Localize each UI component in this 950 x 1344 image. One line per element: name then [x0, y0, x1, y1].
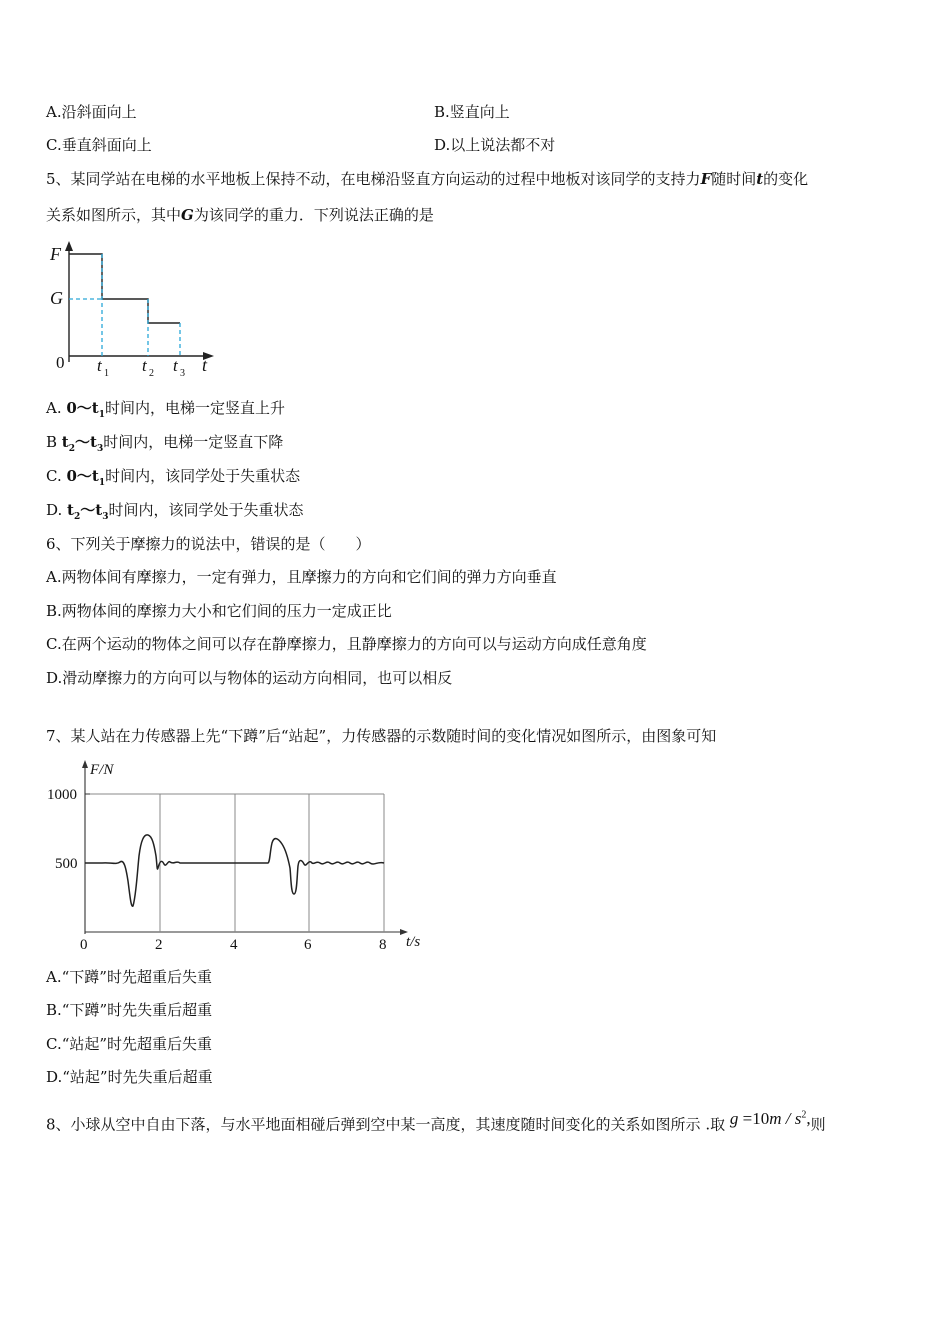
q5-option-b-sub: 2 [68, 444, 75, 454]
q8-formula-sup: 2 [801, 1109, 807, 1120]
q5-option-b-text: 时间内，电梯一定竖直下降 [103, 433, 284, 451]
q8-formula-g: g [729, 1108, 739, 1128]
q5-option-a [46, 398, 285, 425]
q4-option-a: A.沿斜面向上 [46, 103, 137, 121]
q7-x-tick-4: 4 [230, 937, 238, 953]
q5-tick-t1: t [97, 356, 102, 375]
q5-option-b-var: t [90, 433, 97, 451]
q6-option-a: A.两物体间有摩擦力，一定有弹力，且摩擦力的方向和它们间的弹力方向垂直 [46, 568, 557, 586]
q6-option-c: C.在两个运动的物体之间可以存在静摩擦力，且静摩擦力的方向可以与运动方向成任意角度 [46, 635, 647, 653]
q5-option-d-var: t [67, 501, 74, 519]
q8-stem-text: 则 [810, 1115, 826, 1134]
q8-formula-unit: m / s [769, 1108, 802, 1128]
q8-stem-text: 8、小球从空中自由下落，与水平地面相碰后弹到空中某一高度，其速度随时间变化的关系如图所示 .取 [46, 1115, 726, 1134]
q8-formula-value: =10 [738, 1108, 770, 1128]
q5-option-a-sub: 1 [98, 410, 106, 420]
q5-stem-text: 的变化 [763, 170, 809, 188]
q5-option-b-letter: B [46, 433, 62, 451]
q5-stem-var-g: G [181, 206, 194, 224]
q8-formula [730, 1109, 811, 1128]
q5-y-label: F [50, 244, 61, 264]
q5-option-d [46, 500, 303, 527]
q7-option-b: B.“下蹲”时先失重后超重 [46, 1001, 213, 1019]
q5-g-label: G [50, 288, 63, 308]
q5-stem-text: 为该同学的重力．下列说法正确的是 [193, 206, 434, 224]
q5-stem-text: 随时间 [711, 170, 757, 188]
q5-option-d-text: 时间内，该同学处于失重状态 [108, 501, 304, 519]
q7-force-sensor-graph [40, 756, 440, 956]
q5-option-d-letter: D. [46, 501, 68, 519]
q5-option-d-sub: 2 [73, 512, 81, 522]
q7-y-tick-500: 500 [55, 856, 78, 872]
q5-option-c [46, 466, 300, 493]
q5-option-b-tilde: ～ [75, 433, 91, 451]
q6-stem: 6、下列关于摩擦力的说法中，错误的是（ ） [46, 535, 371, 553]
q5-stem-var-t: t [756, 170, 764, 188]
q5-tick-t1-sub: 1 [104, 368, 109, 379]
q7-y-label: F/N [90, 762, 114, 778]
q5-option-c-letter: C. [46, 467, 67, 485]
q5-tick-t2: t [142, 356, 147, 375]
q5-option-b-sub: 3 [96, 444, 104, 454]
q5-tick-t3-sub: 3 [180, 368, 185, 379]
q5-force-step-line [69, 254, 180, 323]
q5-option-d-sub: 3 [102, 512, 109, 522]
q5-option-b [46, 432, 283, 459]
q6-option-d: D.滑动摩擦力的方向可以与物体的运动方向相同，也可以相反 [46, 669, 453, 687]
q7-y-tick-1000: 1000 [47, 787, 77, 803]
q7-option-d: D.“站起”时先失重后超重 [46, 1068, 213, 1086]
q4-option-d: D.以上说法都不对 [434, 136, 556, 154]
q5-tick-t3: t [173, 356, 178, 375]
q5-force-time-graph [40, 238, 230, 386]
q5-stem-text: 关系如图所示，其中 [46, 206, 182, 224]
q5-option-c-text: 时间内，该同学处于失重状态 [105, 467, 301, 485]
q4-option-c: C.垂直斜面向上 [46, 136, 152, 154]
q5-origin-label: 0 [56, 353, 65, 372]
q5-stem-text: 5、某同学站在电梯的水平地板上保持不动，在电梯沿竖直方向运动的过程中地板对该同学的支持力 [46, 170, 701, 188]
q6-option-b: B.两物体间的摩擦力大小和它们间的压力一定成正比 [46, 602, 392, 620]
q7-option-c: C.“站起”时先超重后失重 [46, 1035, 213, 1053]
q5-stem-line-2 [46, 205, 434, 225]
q8-formula-comma: , [806, 1108, 811, 1128]
q5-x-label: t [202, 355, 208, 375]
q8-stem [46, 1108, 826, 1135]
q7-x-tick-0: 0 [80, 937, 88, 953]
q5-option-c-range: 0～t [66, 467, 99, 485]
q7-option-a: A.“下蹲”时先超重后失重 [46, 968, 212, 986]
q5-option-d-tilde: ～ [80, 501, 96, 519]
q5-option-c-sub: 1 [98, 478, 106, 488]
q7-x-label: t/s [406, 934, 421, 950]
q5-option-d-var: t [95, 501, 103, 519]
q5-option-a-text: 时间内，电梯一定竖直上升 [105, 399, 286, 417]
q5-y-arrow [65, 241, 73, 251]
q5-stem-line-1 [46, 169, 808, 189]
q5-option-b-var: t [61, 433, 69, 451]
q5-stem-var-f: F [700, 170, 712, 188]
q7-x-tick-2: 2 [155, 937, 163, 953]
q7-x-tick-6: 6 [304, 937, 312, 953]
q7-y-arrow [82, 760, 88, 768]
q4-option-b: B.竖直向上 [434, 103, 510, 121]
q5-option-a-range: 0～t [66, 399, 99, 417]
q5-tick-t2-sub: 2 [149, 368, 154, 379]
q7-x-tick-8: 8 [379, 937, 387, 953]
q5-option-a-letter: A. [46, 399, 67, 417]
q7-stem: 7、某人站在力传感器上先“下蹲”后“站起”，力传感器的示数随时间的变化情况如图所示，由图象可知 [46, 727, 717, 745]
